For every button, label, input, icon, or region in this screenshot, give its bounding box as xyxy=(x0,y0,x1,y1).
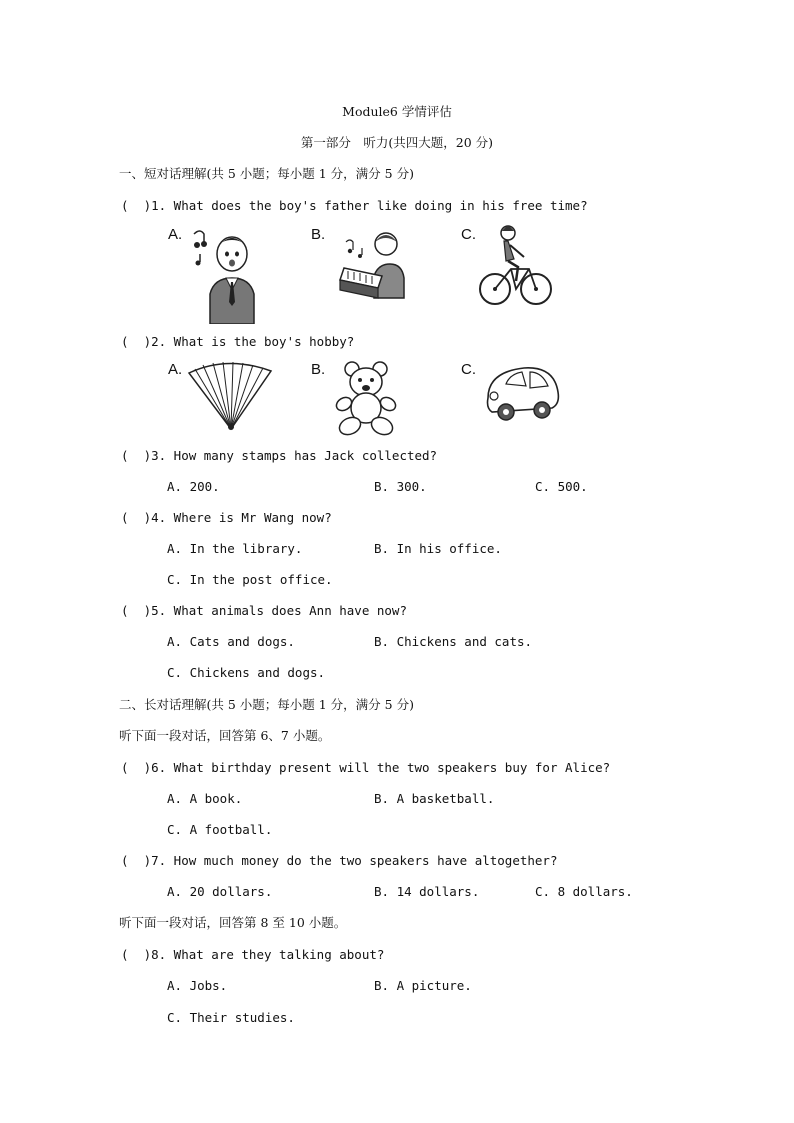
question-2: ( )2. What is the boy's hobby? xyxy=(121,334,355,349)
cyclist-image xyxy=(478,223,552,307)
q3-option-b: B. 300. xyxy=(374,479,427,494)
q3-option-a: A. 200. xyxy=(167,479,220,494)
q6-option-b: B. A basketball. xyxy=(374,791,495,806)
q2-option-a-label: A. xyxy=(168,361,183,378)
question-5: ( )5. What animals does Ann have now? xyxy=(121,603,407,618)
q5-option-c: C. Chickens and dogs. xyxy=(167,665,326,680)
q4-option-b: B. In his office. xyxy=(374,541,502,556)
q4-option-a: A. In the library. xyxy=(167,541,303,556)
q1-option-a-label: A. xyxy=(168,226,183,243)
question-8: ( )8. What are they talking about? xyxy=(121,947,385,962)
q8-option-b: B. A picture. xyxy=(374,978,472,993)
q1-option-c-label: C. xyxy=(461,226,476,243)
q4-option-c: C. In the post office. xyxy=(167,572,333,587)
question-6: ( )6. What birthday present will the two speakers buy for Alice? xyxy=(121,760,611,775)
page-title: Module6 学情评估 xyxy=(342,104,452,119)
q6-option-c: C. A football. xyxy=(167,822,273,837)
q8-option-c: C. Their studies. xyxy=(167,1010,295,1025)
question-4: ( )4. Where is Mr Wang now? xyxy=(121,510,332,525)
section1-heading: 一、短对话理解(共 5 小题；每小题 1 分，满分 5 分) xyxy=(119,166,414,181)
fan-image xyxy=(187,361,273,431)
piano-player-image xyxy=(338,228,410,300)
question-1: ( )1. What does the boy's father like doing in his free time? xyxy=(121,198,588,213)
q7-option-c: C. 8 dollars. xyxy=(535,884,633,899)
section2-intro-2: 听下面一段对话，回答第 8 至 10 小题。 xyxy=(119,915,347,930)
question-3: ( )3. How many stamps has Jack collected? xyxy=(121,448,438,463)
q7-option-a: A. 20 dollars. xyxy=(167,884,273,899)
toy-car-image xyxy=(482,362,564,424)
question-7: ( )7. How much money do the two speakers have altogether? xyxy=(121,853,558,868)
q8-option-a: A. Jobs. xyxy=(167,978,228,993)
q7-option-b: B. 14 dollars. xyxy=(374,884,480,899)
q5-option-b: B. Chickens and cats. xyxy=(374,634,533,649)
q2-option-c-label: C. xyxy=(461,361,476,378)
q3-option-c: C. 500. xyxy=(535,479,588,494)
q1-option-b-label: B. xyxy=(311,226,326,243)
q2-option-b-label: B. xyxy=(311,361,326,378)
part-heading: 第一部分 听力(共四大题，20 分) xyxy=(300,135,494,150)
q5-option-a: A. Cats and dogs. xyxy=(167,634,295,649)
q6-option-a: A. A book. xyxy=(167,791,243,806)
section2-intro-1: 听下面一段对话，回答第 6、7 小题。 xyxy=(119,728,331,743)
teddy-bear-image xyxy=(330,360,402,436)
section2-heading: 二、长对话理解(共 5 小题；每小题 1 分，满分 5 分) xyxy=(119,697,414,712)
singing-man-image xyxy=(190,226,258,324)
